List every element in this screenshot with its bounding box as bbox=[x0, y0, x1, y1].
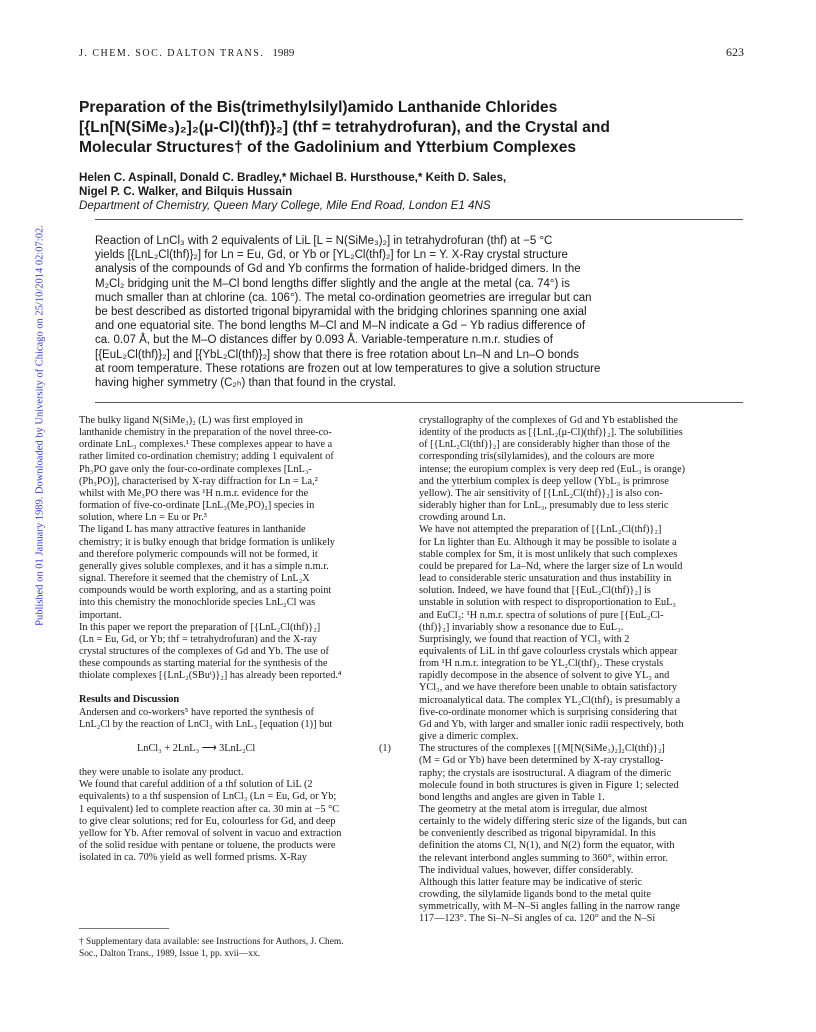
text-line: microanalytical data. The complex YL₂Cl(thf)₂ is presumably a bbox=[419, 694, 681, 706]
title-line: [{Ln[N(SiMe₃)₂]₂(μ-Cl)(thf)}₂] (thf = tetrahydrofuran), and the Crystal and bbox=[79, 119, 610, 136]
text-line: and therefore polymeric compounds will not be formed, it bbox=[79, 548, 318, 560]
text-line: lanthanide chemistry in the preparation of the novel three-co- bbox=[79, 427, 332, 439]
footnote-line: † Supplementary data available: see Instructions for Authors, J. Chem. bbox=[79, 937, 344, 947]
title-line: Preparation of the Bis(trimethylsilyl)amido Lanthanide Chlorides bbox=[79, 99, 558, 116]
download-notice[interactable]: Published on 01 January 1989. Downloaded by University of Chicago on 25/10/2014 02:07:02. bbox=[34, 225, 46, 626]
text-line: into this chemistry the monochloride species LnL₂Cl was bbox=[79, 597, 316, 609]
synthesis-paragraph bbox=[79, 767, 399, 864]
text-line: of [{LnL₂Cl(thf)}₂] are considerably higher than those of the bbox=[419, 439, 670, 451]
abstract-top-rule bbox=[95, 219, 743, 220]
text-line: equivalents of LiL in thf gave colourless crystals which appear bbox=[419, 645, 678, 657]
abstract-line: Reaction of LnCl₃ with 2 equivalents of LiL [L = N(SiMe₃)₂] in tetrahydrofuran (thf) at −5 °C bbox=[95, 235, 553, 247]
text-line: symmetrically, with M–N–Si angles falling in the narrow range bbox=[419, 901, 680, 913]
text-line: to give clear solutions; red for Eu, colourless for Gd, and deep bbox=[79, 815, 336, 827]
text-line: unstable in solution with respect to disproportionation to EuL₃ bbox=[419, 597, 676, 609]
text-line: intense; the europium complex is very deep red (EuL₃ is orange) bbox=[419, 463, 686, 475]
text-line: (Ph₃PO)], characterised by X-ray diffraction for Ln = La,² bbox=[79, 475, 318, 487]
right-column bbox=[419, 415, 739, 926]
author-line: Nigel P. C. Walker, and Bilquis Hussain bbox=[79, 185, 293, 198]
footnote-line: Soc., Dalton Trans., 1989, Issue 1, pp. xvii—xx. bbox=[79, 948, 260, 959]
abstract-line: analysis of the compounds of Gd and Yb confirms the formation of halide-bridged dimers. In the bbox=[95, 263, 581, 276]
text-line: isolated in ca. 70% yield as well formed prisms. X-Ray bbox=[79, 852, 307, 864]
abstract-line: at room temperature. These rotations are frozen out at low temperatures to give a solution structure bbox=[95, 362, 601, 375]
footnote-rule bbox=[79, 928, 169, 929]
text-line: crystallography of the complexes of Gd and Yb established the bbox=[419, 415, 678, 426]
text-line: generally gives soluble complexes, and it has a simple n.m.r. bbox=[79, 560, 329, 572]
text-line: (M = Gd or Yb) have been determined by X-ray crystallog- bbox=[419, 755, 664, 767]
text-line: could be prepared for La–Nd, where the larger size of Ln would bbox=[419, 560, 683, 572]
page-number: 623 bbox=[726, 45, 744, 59]
text-line: be conveniently described as trigonal bipyramidal. In this bbox=[419, 828, 656, 840]
text-line: these compounds as starting material for the synthesis of the bbox=[79, 658, 328, 670]
text-line: important. bbox=[79, 609, 122, 621]
results-paragraph bbox=[79, 707, 399, 731]
text-line: solution, where Ln = Eu or Pr.³ bbox=[79, 512, 207, 524]
text-line: equivalents) to a thf suspension of LnCl₃ (Ln = Eu, Gd, or Yb; bbox=[79, 791, 337, 803]
text-line: Surprisingly, we found that reaction of YCl₃ with 2 bbox=[419, 633, 630, 645]
equation-text: LnCl₃ + 2LnL₃ ⟶ 3LnL₂Cl bbox=[137, 742, 256, 754]
text-line: stable complex for Sm, it is most unlikely that such complexes bbox=[419, 548, 678, 560]
journal-year: 1989 bbox=[272, 47, 295, 59]
text-line: signal. Therefore it seemed that the chemistry of LnL₂X bbox=[79, 573, 310, 585]
text-line: and EuCl₃: ¹H n.m.r. spectra of solutions of pure [{EuL₂Cl- bbox=[419, 609, 664, 621]
footnote bbox=[79, 937, 399, 960]
abstract-line: yields [{LnL₂Cl(thf)}₂] for Ln = Eu, Gd, or Yb or [YL₂Cl(thf)₂] for Ln = Y. X-Ray crystal structure bbox=[95, 249, 568, 262]
text-line: LnL₂Cl by the reaction of LnCl₃ with LnL₃ [equation (1)] but bbox=[79, 718, 333, 730]
text-line: In this paper we report the preparation of [{LnL₂Cl(thf)}₂] bbox=[79, 621, 321, 633]
text-line: for Ln lighter than Eu. Although it may be possible to isolate a bbox=[419, 536, 677, 548]
text-line: lead to considerable steric unsaturation and thus instability in bbox=[419, 573, 672, 585]
author-line: Helen C. Aspinall, Donald C. Bradley,* Michael B. Hursthouse,* Keith D. Sales, bbox=[79, 171, 507, 184]
text-line: definition the atoms Cl, N(1), and N(2) form the equator, with bbox=[419, 840, 675, 852]
text-line: (thf)}₂] invariably show a resonance due to EuL₃. bbox=[419, 621, 624, 633]
text-line: We have not attempted the preparation of [{LnL₂Cl(thf)}₂] bbox=[419, 524, 662, 536]
text-line: yellow for Yb. After removal of solvent in vacuo and extraction bbox=[79, 827, 342, 839]
text-line: ordinate LnL₃ complexes.¹ These complexes appear to have a bbox=[79, 439, 333, 451]
text-line: 117—123°. The Si–N–Si angles of ca. 120° and the N–Si bbox=[419, 913, 656, 925]
text-line: formation of five-co-ordinate [LnL₃(Me₃PO)₂] species in bbox=[79, 500, 315, 512]
title-line: Molecular Structures† of the Gadolinium and Ytterbium Complexes bbox=[79, 139, 577, 156]
text-line: raphy; the crystals are isostructural. A diagram of the dimeric bbox=[419, 767, 672, 779]
text-line: corresponding tris(silylamides), and the colours are more bbox=[419, 451, 655, 463]
journal-name: J. CHEM. SOC. DALTON TRANS. bbox=[79, 48, 265, 59]
text-line: Gd and Yb, with larger and smaller ionic radii respectively, both bbox=[419, 718, 684, 730]
abstract-line: M₂Cl₂ bridging unit the M–Cl bond lengths differ slightly and the angle at the metal (ca. 74°) is bbox=[95, 277, 570, 290]
text-line: of the solid residue with pentane or toluene, the products were bbox=[79, 840, 336, 851]
text-line: The ligand L has many attractive features in lanthanide bbox=[79, 524, 306, 536]
intro-paragraphs bbox=[79, 415, 399, 682]
text-line: We found that careful addition of a thf solution of LiL (2 bbox=[79, 779, 313, 791]
text-line: (Ln = Eu, Gd, or Yb; thf = tetrahydrofuran) and the X-ray bbox=[79, 633, 317, 645]
section-heading: Results and Discussion bbox=[79, 694, 180, 706]
affiliation: Department of Chemistry, Queen Mary College, Mile End Road, London E1 4NS bbox=[79, 199, 491, 212]
text-line: the relevant interbond angles summing to 360°, within error. bbox=[419, 852, 668, 864]
text-line: crowding, the silylamide ligands bond to the metal quite bbox=[419, 889, 651, 901]
text-line: thiolate complexes [{LnL₂(SBuᵗ)}₂] has already been reported.⁴ bbox=[79, 670, 342, 682]
text-line: siderably higher than for LnL₃, presumably due to less steric bbox=[419, 500, 669, 512]
text-line: molecule found in both structures is given in Figure 1; selected bbox=[419, 779, 679, 791]
text-line: from ¹H n.m.r. integration to be YL₂Cl(thf)₂. These crystals bbox=[419, 658, 664, 670]
text-line: bond lengths and angles are given in Table 1. bbox=[419, 791, 605, 803]
abstract-line: having higher symmetry (C₂ₕ) than that found in the crystal. bbox=[95, 377, 397, 390]
text-line: they were unable to isolate any product. bbox=[79, 767, 244, 779]
text-line: The geometry at the metal atom is irregular, due almost bbox=[419, 804, 648, 815]
text-line: rather limited co-ordination chemistry; adding 1 equivalent of bbox=[79, 451, 334, 463]
abstract-line: be best described as distorted trigonal bipyramidal with the bridging chlorines spanning one axial bbox=[95, 306, 587, 319]
text-line: Andersen and co-workers⁵ have reported the synthesis of bbox=[79, 706, 314, 718]
text-line: and the ytterbium complex is deep yellow (YbL₃ is primrose bbox=[419, 475, 669, 487]
text-line: crowding around Ln. bbox=[419, 512, 506, 524]
text-line: compounds would be worth exploring, and as a starting point bbox=[79, 585, 332, 597]
text-line: certainly to the widely differing steric size of the ligands, but can bbox=[419, 816, 688, 828]
text-line: identity of the products as [{LnL₂(μ-Cl)(thf)}₂]. The solubilities bbox=[419, 427, 683, 439]
text-line: solution. Indeed, we have found that [{EuL₂Cl(thf)}₂] is bbox=[419, 585, 651, 597]
text-line: The structures of the complexes [{M[N(SiMe₃)₂]₂Cl(thf)}₂] bbox=[419, 743, 665, 755]
text-line: rapidly decompose in the absence of solvent to give YL₃ and bbox=[419, 670, 670, 682]
text-line: Ph₃PO gave only the four-co-ordinate complexes [LnL₃- bbox=[79, 463, 312, 475]
abstract bbox=[95, 234, 745, 390]
abstract-line: much smaller than at chlorine (ca. 106°). The metal co-ordination geometries are irregular but can bbox=[95, 291, 592, 304]
text-line: five-co-ordinate monomer which is surprising considering that bbox=[419, 706, 677, 718]
equation-number: (1) bbox=[378, 742, 391, 754]
abstract-line: and one equatorial site. The bond lengths M–Cl and M–N indicate a Gd − Yb radius difference of bbox=[95, 320, 586, 333]
text-line: whilst with Me₃PO there was ¹H n.m.r. evidence for the bbox=[79, 487, 309, 499]
text-line: Although this latter feature may be indicative of steric bbox=[419, 876, 643, 888]
author-list bbox=[79, 171, 739, 199]
text-line: YCl₃, and we have therefore been unable to obtain satisfactory bbox=[419, 682, 678, 694]
text-line: crystal structures of the complexes of Gd and Yb. The use of bbox=[79, 645, 329, 657]
text-line: give a dimeric complex. bbox=[419, 731, 519, 743]
text-line: The bulky ligand N(SiMe₃)₂ (L) was first employed in bbox=[79, 415, 303, 426]
article-title bbox=[79, 98, 739, 158]
text-line: yellow). The air sensitivity of [{LnL₂Cl(thf)}₂] is also con- bbox=[419, 487, 663, 499]
text-line: chemistry; it is bulky enough that bridge formation is unlikely bbox=[79, 536, 335, 548]
running-head bbox=[79, 47, 294, 59]
equation-1 bbox=[79, 743, 399, 755]
text-line: The individual values, however, differ considerably. bbox=[419, 864, 634, 876]
text-line: 1 equivalent) led to complete reaction after ca. 30 min at −5 °C bbox=[79, 803, 340, 815]
abstract-line: ca. 0.07 Å, but the M–O distances differ by 0.093 Å. Variable-temperature n.m.r. studies of bbox=[95, 334, 553, 347]
left-column bbox=[79, 415, 399, 864]
abstract-bottom-rule bbox=[95, 402, 743, 403]
abstract-line: [{EuL₂Cl(thf)}₂] and [{YbL₂Cl(thf)}₂] show that there is free rotation about Ln–N and Ln–O bonds bbox=[95, 348, 579, 361]
